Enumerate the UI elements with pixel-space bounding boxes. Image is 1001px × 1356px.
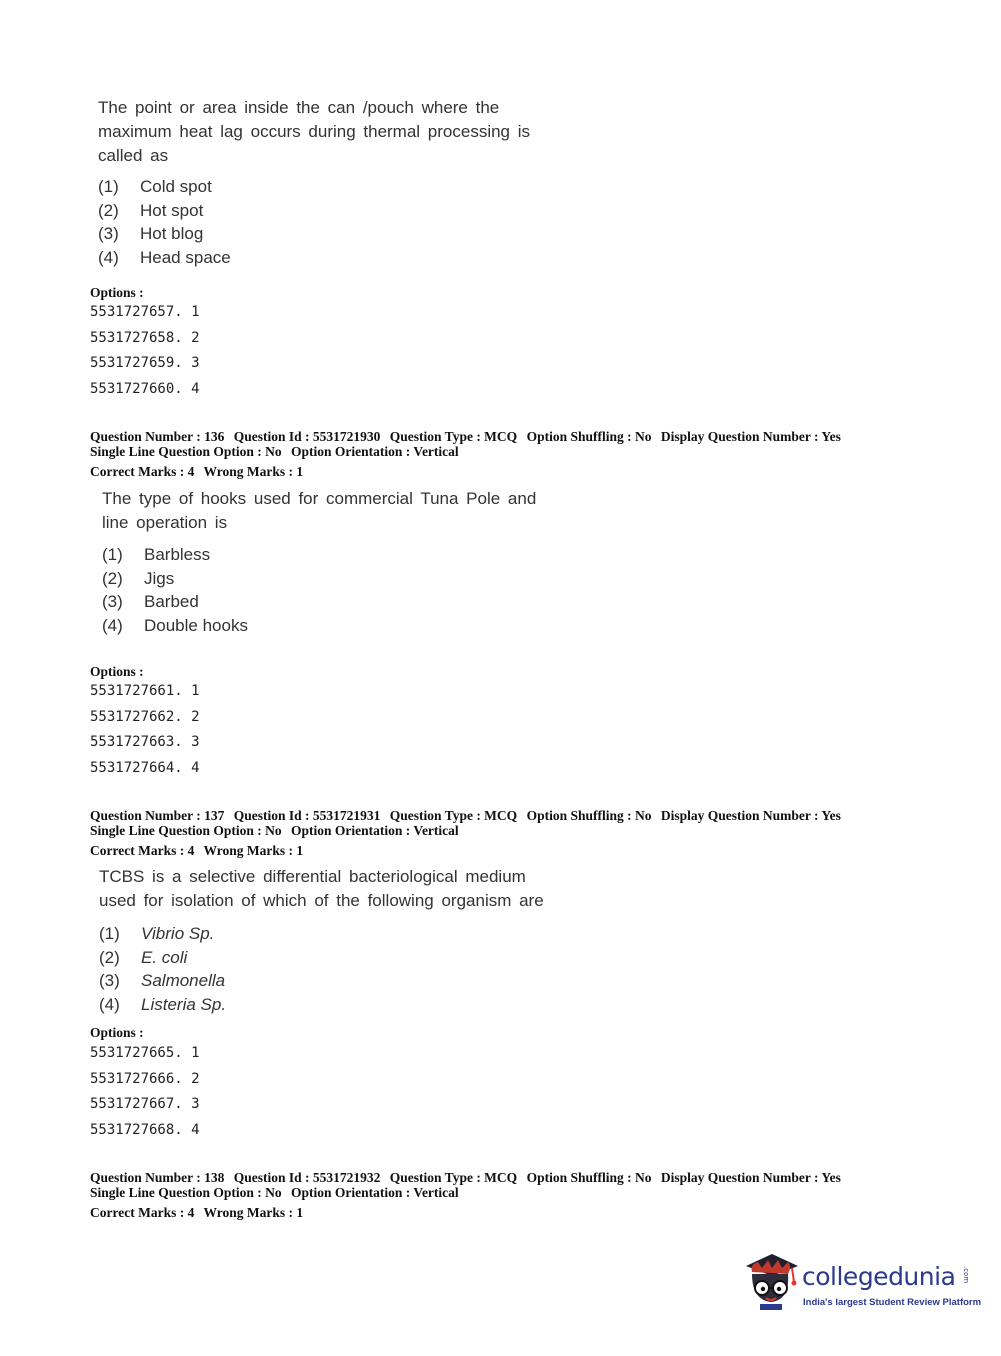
- choice-item: (2) E. coli: [99, 947, 188, 967]
- choice-item: (3) Salmonella: [99, 971, 226, 990]
- option-id-list: [90, 1041, 200, 1143]
- choice-item: (3) Hot blog: [98, 224, 204, 243]
- logo-name: collegedunia: [802, 1262, 956, 1291]
- question-text: The point or area inside the can /pouch where the maximum heat lag occurs during thermal processing is called as: [98, 98, 531, 165]
- choice-item: (2) Jigs: [102, 568, 175, 588]
- choice-item: (4) Head space: [98, 247, 231, 267]
- marks-line: Correct Marks : 4 Wrong Marks : 1: [90, 843, 304, 858]
- choice-item: (4) Listeria Sp.: [99, 994, 227, 1014]
- question-meta: Question Number : 137 Question Id : 5531721931 Question Type : MCQ Option Shuffling : No Display Question Number : Yes Single Line Question Option : No Option Orientation : Vertical Correct Marks : 4 Wrong Marks : 1: [90, 808, 841, 858]
- options-label: Options :: [90, 285, 144, 300]
- question-meta: Question Number : 138 Question Id : 5531721932 Question Type : MCQ Option Shuffling : No Display Question Number : Yes Single Line Question Option : No Option Orientation : Vertical Correct Marks : 4 Wrong Marks : 1: [90, 1170, 841, 1220]
- mascot-icon: [742, 1252, 800, 1312]
- choice-item: (1) Cold spot: [98, 177, 212, 196]
- option-id: 5531727668. 4: [90, 1121, 200, 1138]
- marks-line: Correct Marks : 4 Wrong Marks : 1: [90, 464, 304, 479]
- answer-choices: [99, 922, 226, 1016]
- options-label: Options :: [90, 1025, 144, 1040]
- question-text: The type of hooks used for commercial Tuna Pole and line operation is: [102, 489, 537, 532]
- choice-item: (1) Vibrio Sp.: [99, 924, 215, 943]
- answer-choices: [102, 543, 248, 637]
- choice-item: (1) Barbless: [102, 545, 211, 564]
- answer-choices: [98, 175, 231, 269]
- option-id: 5531727657. 1: [90, 304, 200, 320]
- option-id-list: [90, 679, 200, 781]
- collegedunia-logo[interactable]: [742, 1252, 982, 1322]
- question-text: TCBS is a selective differential bacteriological medium used for isolation of which of the following organism are: [99, 867, 544, 910]
- choice-item: (3) Barbed: [102, 592, 199, 611]
- option-id: 5531727664. 4: [90, 759, 200, 776]
- question-meta: Question Number : 136 Question Id : 5531721930 Question Type : MCQ Option Shuffling : No Display Question Number : Yes Single Line Question Option : No Option Orientation : Vertical Correct Marks : 4 Wrong Marks : 1: [90, 429, 841, 479]
- option-id: 5531727659. 3: [90, 355, 200, 371]
- option-id: 5531727666. 2: [90, 1070, 200, 1087]
- option-id: 5531727661. 1: [90, 683, 200, 699]
- choice-item: (2) Hot spot: [98, 200, 204, 220]
- logo-suffix: .com: [962, 1266, 970, 1284]
- option-id: 5531727658. 2: [90, 329, 200, 346]
- logo-tagline: India's largest Student Review Platform: [803, 1297, 982, 1308]
- option-id-list: [90, 300, 200, 402]
- options-label: Options :: [90, 664, 144, 679]
- option-id: 5531727663. 3: [90, 734, 200, 750]
- option-id: 5531727660. 4: [90, 380, 200, 397]
- marks-line: Correct Marks : 4 Wrong Marks : 1: [90, 1205, 304, 1220]
- option-id: 5531727662. 2: [90, 708, 200, 725]
- choice-item: (4) Double hooks: [102, 615, 248, 635]
- option-id: 5531727665. 1: [90, 1045, 200, 1061]
- option-id: 5531727667. 3: [90, 1096, 200, 1112]
